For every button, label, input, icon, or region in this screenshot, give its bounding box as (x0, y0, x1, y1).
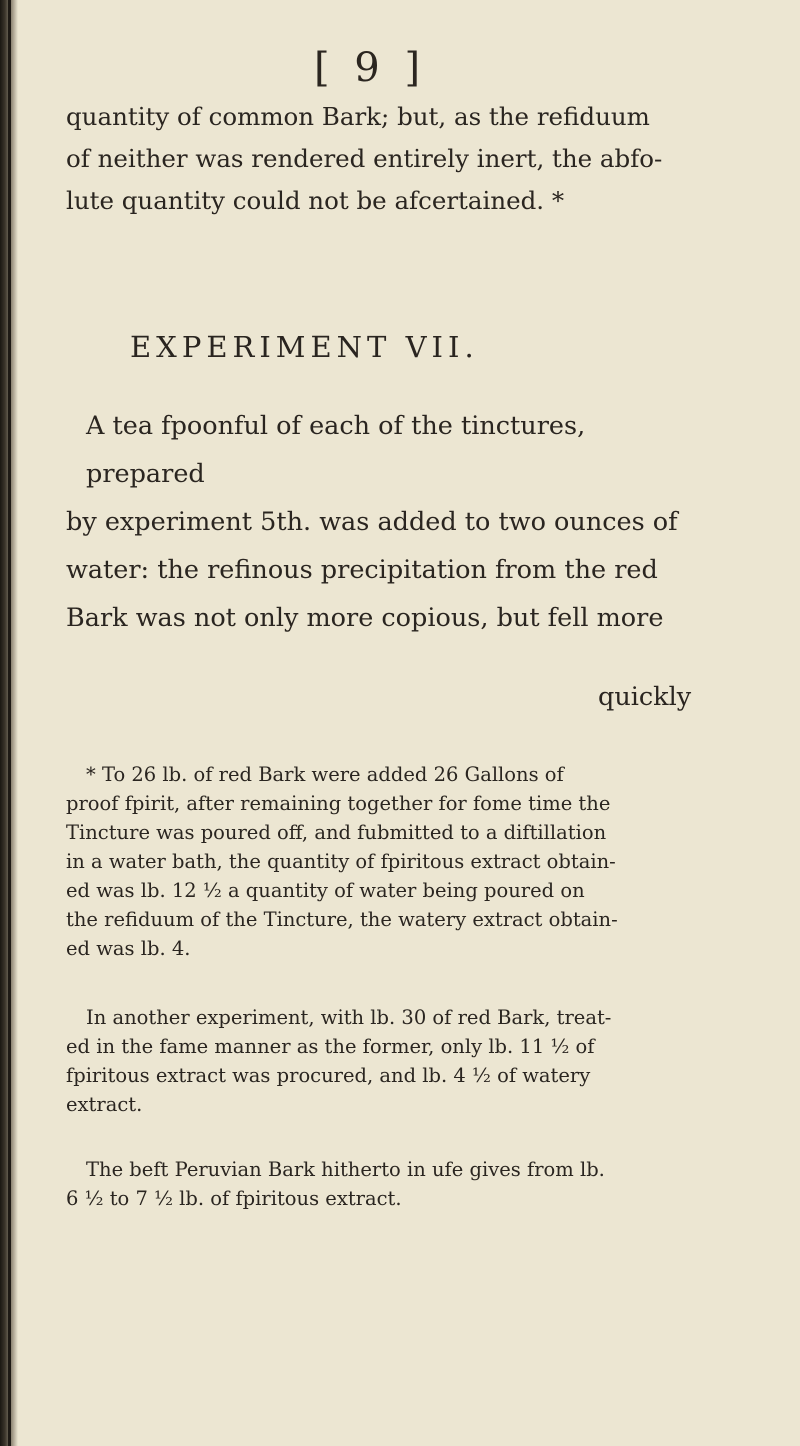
footnote-line: In another experiment, with lb. 30 of red Bark, treat- (86, 1006, 612, 1029)
footnote-line: Tincture was poured off, and fubmitted to a diftillation (66, 821, 607, 844)
footnote-line: ed in the fame manner as the former, only lb. 11 ½ of (66, 1035, 595, 1058)
text-line: A tea fpoonful of each of the tinctures, prepared (86, 411, 586, 489)
experiment-paragraph (66, 402, 698, 642)
footnote-line: The beft Peruvian Bark hitherto in ufe gives from lb. (86, 1158, 605, 1181)
text-line: lute quantity could not be afcertained. * (66, 186, 565, 215)
experiment-heading: EXPERIMENT VII. (130, 330, 479, 364)
footnote-second (66, 1003, 702, 1119)
binding-edge (8, 0, 11, 1446)
footnote-line: * To 26 lb. of red Bark were added 26 Gallons of (86, 763, 564, 786)
text-line: of neither was rendered entirely inert, the abfo- (66, 144, 663, 173)
footnote-line: the refiduum of the Tincture, the watery extract obtain- (66, 908, 618, 931)
footnote-first (66, 760, 702, 963)
footnote-third (66, 1155, 702, 1213)
footnote-line: fpiritous extract was procured, and lb. 4 ½ of watery (66, 1064, 591, 1087)
footnote-line: proof fpirit, after remaining together for fome time the (66, 792, 611, 815)
text-line: water: the refinous precipitation from the red (66, 555, 658, 585)
footnote-line: in a water bath, the quantity of fpiritous extract obtain- (66, 850, 616, 873)
footnote-line: extract. (66, 1093, 143, 1116)
text-line: quantity of common Bark; but, as the refiduum (66, 102, 650, 131)
text-line: by experiment 5th. was added to two ounces of (66, 507, 678, 537)
footnote-line: 6 ½ to 7 ½ lb. of fpiritous extract. (66, 1187, 402, 1210)
continued-paragraph (66, 96, 696, 222)
page-number: [ 9 ] (313, 45, 427, 91)
text-line: Bark was not only more copious, but fell more (66, 603, 664, 633)
footnote-line: ed was lb. 4. (66, 937, 191, 960)
catchword: quickly (598, 682, 692, 712)
footnote-line: ed was lb. 12 ½ a quantity of water being poured on (66, 879, 585, 902)
